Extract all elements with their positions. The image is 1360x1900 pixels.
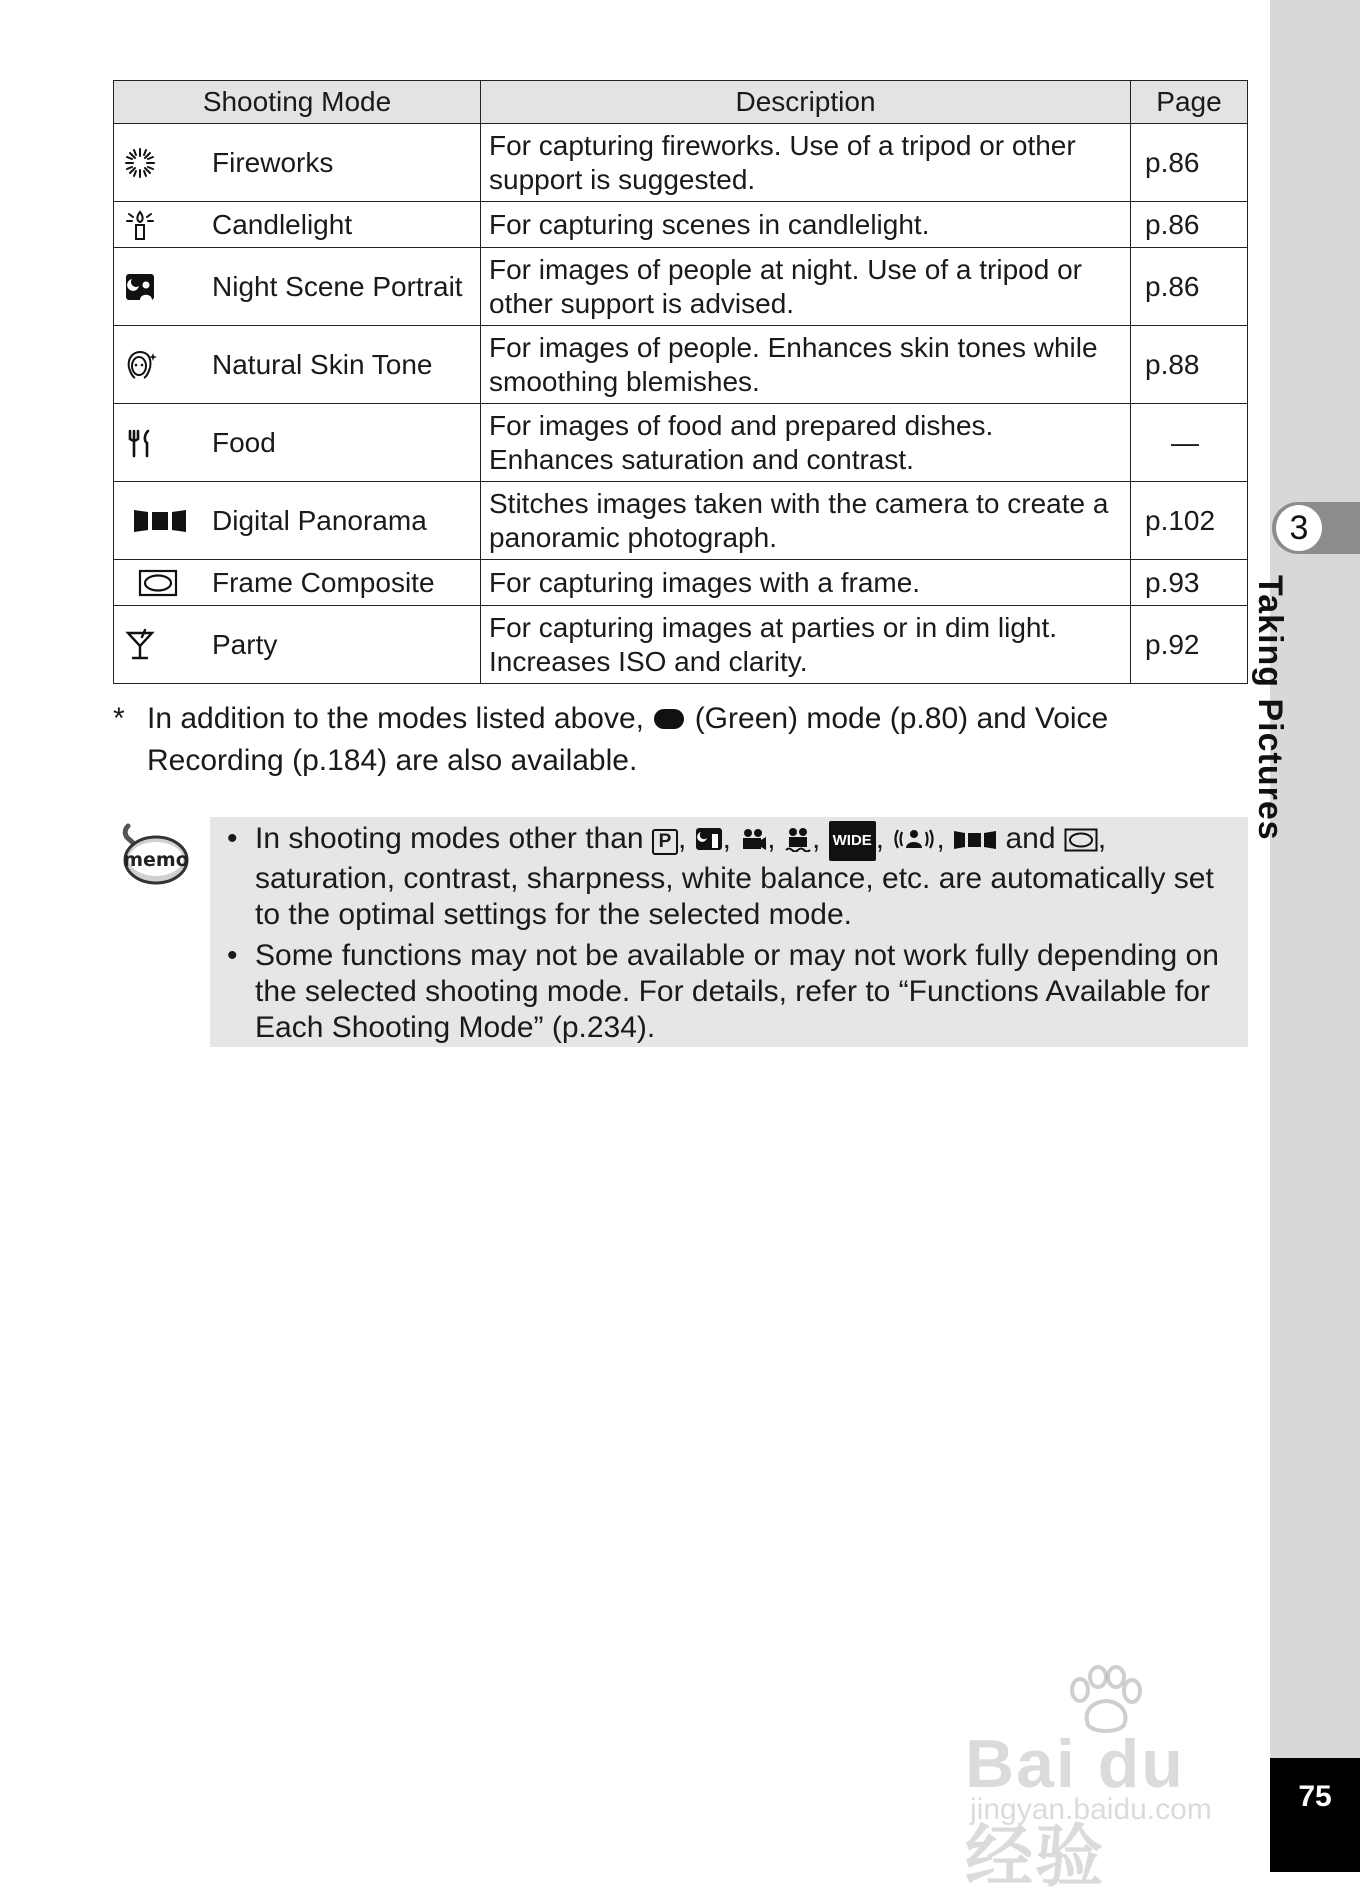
- fireworks-icon: [118, 146, 162, 180]
- memo-bullet-1: • In shooting modes other than P , , , , WIDE , , and , saturation, contrast, sharpness, white balance, etc. are automatically set to the optimal settings for the selected mode.: [227, 822, 1214, 931]
- panorama-mode-icon: [953, 825, 997, 861]
- chapter-sidebar: [1270, 0, 1360, 1872]
- underwater-movie-icon: [784, 825, 812, 861]
- mode-cell: [114, 404, 481, 482]
- memo-text-lead: In shooting modes other than: [255, 822, 644, 855]
- watermark: [965, 1665, 1275, 1895]
- frame-composite-icon: [136, 566, 180, 600]
- mode-description: For capturing scenes in candlelight.: [481, 202, 1131, 248]
- header-description: Description: [481, 81, 1131, 124]
- mode-name: Party: [212, 629, 278, 660]
- table-row: [114, 124, 1248, 202]
- frame-composite-mode-icon: [1064, 825, 1098, 861]
- mode-description: For capturing images at parties or in dim light. Increases ISO and clarity.: [481, 606, 1131, 684]
- table-row: [114, 248, 1248, 326]
- table-row: [114, 202, 1248, 248]
- chapter-title: Taking Pictures: [1251, 575, 1289, 841]
- bullet-dot: •: [227, 822, 238, 855]
- mode-name: Night Scene Portrait: [212, 271, 463, 302]
- mode-name: Fireworks: [212, 147, 334, 178]
- mode-page-ref: p.102: [1131, 482, 1248, 560]
- bullet-dot: •: [227, 939, 238, 972]
- table-row: [114, 326, 1248, 404]
- mode-page-ref: p.86: [1131, 124, 1248, 202]
- footnote: [113, 698, 1243, 782]
- anti-shake-movie-icon: [892, 825, 936, 861]
- table-row: [114, 560, 1248, 606]
- table-row: [114, 606, 1248, 684]
- mode-name: Frame Composite: [212, 567, 435, 598]
- footnote-text: [147, 698, 1243, 782]
- header-page: Page: [1131, 81, 1248, 124]
- mode-cell: [114, 202, 481, 248]
- memo-icon: [114, 822, 190, 888]
- watermark-url: jingyan.baidu.com: [970, 1793, 1212, 1826]
- digital-panorama-icon: [132, 504, 188, 538]
- mode-description: Stitches images taken with the camera to create a panoramic photograph.: [481, 482, 1131, 560]
- mode-cell: [114, 482, 481, 560]
- night-scene-icon: [695, 825, 723, 861]
- mode-page-ref: p.88: [1131, 326, 1248, 404]
- memo-text-and: and: [1005, 822, 1056, 855]
- memo-icon-label: memo: [123, 849, 189, 871]
- mode-description: For images of people at night. Use of a tripod or other support is advised.: [481, 248, 1131, 326]
- program-mode-icon: P: [652, 829, 678, 855]
- mode-page-ref: p.86: [1131, 248, 1248, 326]
- chapter-number: 3: [1276, 505, 1322, 551]
- mode-name: Natural Skin Tone: [212, 349, 433, 380]
- party-icon: [118, 628, 162, 662]
- mode-page-ref: —: [1131, 404, 1248, 482]
- mode-name: Candlelight: [212, 209, 353, 240]
- mode-description: For capturing images with a frame.: [481, 560, 1131, 606]
- wide-movie-icon: WIDE: [829, 821, 876, 861]
- mode-description: For capturing fireworks. Use of a tripod or other support is suggested.: [481, 124, 1131, 202]
- mode-page-ref: p.92: [1131, 606, 1248, 684]
- watermark-brand: Bai du 经验: [965, 1726, 1185, 1895]
- memo-bullet-2: [210, 938, 1232, 1046]
- mode-cell: [114, 326, 481, 404]
- memo-box: [210, 817, 1248, 1047]
- table-row: [114, 404, 1248, 482]
- night-scene-portrait-icon: [118, 270, 162, 304]
- candlelight-icon: [118, 208, 162, 242]
- mode-name: Food: [212, 427, 276, 458]
- natural-skin-tone-icon: [118, 348, 162, 382]
- movie-icon: [739, 825, 767, 861]
- memo-text: Some functions may not be available or may not work fully depending on the selected shooting mode. For details, refer to “Functions Available for Each Shooting Mode” (p.234).: [255, 939, 1219, 1044]
- mode-cell: [114, 248, 481, 326]
- mode-description: For images of food and prepared dishes. Enhances saturation and contrast.: [481, 404, 1131, 482]
- mode-cell: [114, 560, 481, 606]
- footnote-text-before: In addition to the modes listed above,: [147, 702, 644, 735]
- memo-list: [210, 817, 1248, 1046]
- shooting-mode-table: [113, 80, 1248, 684]
- mode-page-ref: p.93: [1131, 560, 1248, 606]
- footnote-text-after: (Green) mode (p.80) and Voice Recording (p.184) are also available.: [147, 702, 1109, 777]
- food-icon: [118, 426, 162, 460]
- mode-page-ref: p.86: [1131, 202, 1248, 248]
- footnote-marker: *: [113, 702, 125, 735]
- mode-name: Digital Panorama: [212, 505, 427, 536]
- table-row: [114, 482, 1248, 560]
- page-number: 75: [1270, 1758, 1360, 1872]
- mode-description: For images of people. Enhances skin tones while smoothing blemishes.: [481, 326, 1131, 404]
- mode-cell: [114, 606, 481, 684]
- mode-cell: [114, 124, 481, 202]
- memo-text-rest: saturation, contrast, sharpness, white balance, etc. are automatically set to the optimal settings for the selected mode.: [255, 862, 1214, 931]
- header-shooting-mode: Shooting Mode: [114, 81, 481, 124]
- table-header-row: [114, 81, 1248, 124]
- green-mode-icon: [654, 709, 684, 729]
